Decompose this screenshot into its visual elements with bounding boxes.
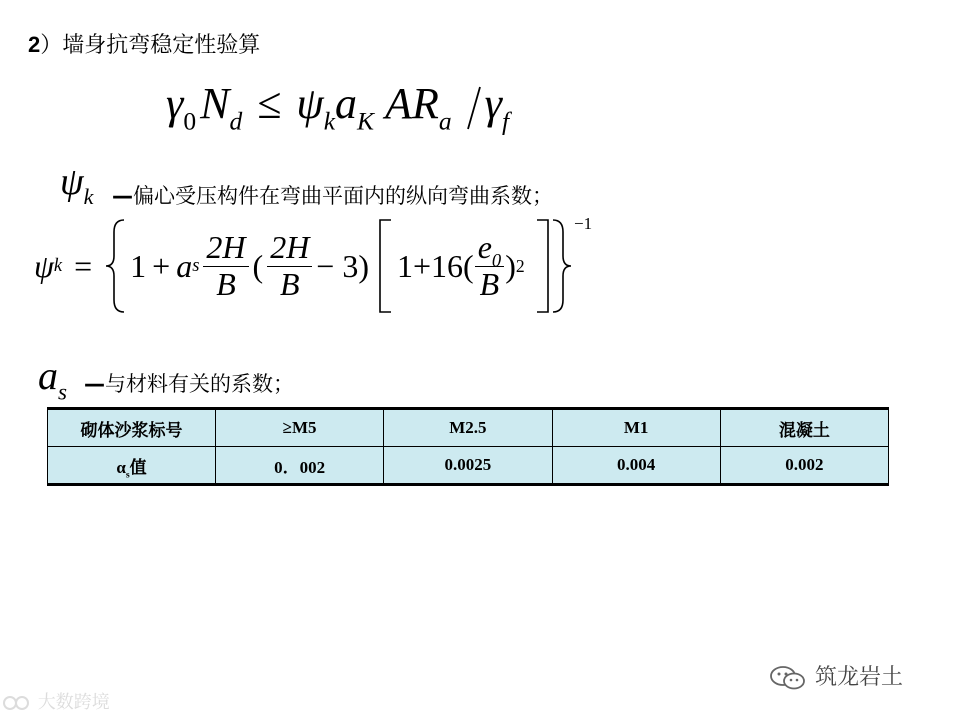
section-paren: ） [40,33,63,58]
watermark-left: 大数跨境 [2,688,110,714]
table-header-row [48,409,889,447]
formula-stability-check: $\gamma_0N_d \le \psi_ka_K$ $AR_a$ $\gamma_f$ [166,79,510,136]
wechat-icon [768,663,808,693]
value-cell-m1: 0.004 [552,447,720,485]
header-cell-m1: M1 [552,409,720,447]
section-title: 墙身抗弯稳定性验算 [62,33,261,58]
section-number: 2 [28,32,41,57]
value-cell-concrete: 0.002 [720,447,888,485]
header-cell-concrete: 混凝土 [720,409,888,447]
value-cell-m5: 0．002 [216,447,384,485]
psi-symbol: $\psi_k$ [60,161,94,209]
coefficient-table [47,407,889,486]
formula-exponent: −1 [574,214,593,233]
header-cell-m5: ≥M5 [216,409,384,447]
fraction-e0-over-b: $\frac{e_0}{B}$ [475,230,504,301]
section-heading [28,28,260,59]
watermark-right: 筑龙岩土 [768,660,903,693]
left-brace [104,218,126,314]
value-cell-m2-5: 0.0025 [384,447,552,485]
left-bracket [377,218,393,314]
table-row [48,447,889,485]
fraction-2h-over-b-2: $\frac{2H}{B}$ [267,230,312,301]
psi-definition: —偏心受压构件在弯曲平面内的纵向弯曲系数； [112,184,553,208]
as-symbol: $a_s$ [38,353,68,406]
fraction-2h-over-b: $\frac{2H}{B}$ [203,230,248,301]
header-cell-m2-5: M2.5 [384,409,552,447]
division-slash [467,86,481,130]
as-definition: —与材料有关的系数； [84,372,294,396]
formula-psi-k: ψ k = 1 + a s $\frac{2H}{B}$ ( $\frac{2H}{B}$ − 3) 1 +16( $\frac{e_0}{B}$ ) 2 [34,216,573,316]
watermark-logo-icon [2,693,32,713]
row-label-as: $\alpha_s$值 [48,447,216,485]
header-cell-material: 砌体沙浆标号 [48,409,216,447]
right-brace [551,218,573,314]
right-bracket [535,218,551,314]
